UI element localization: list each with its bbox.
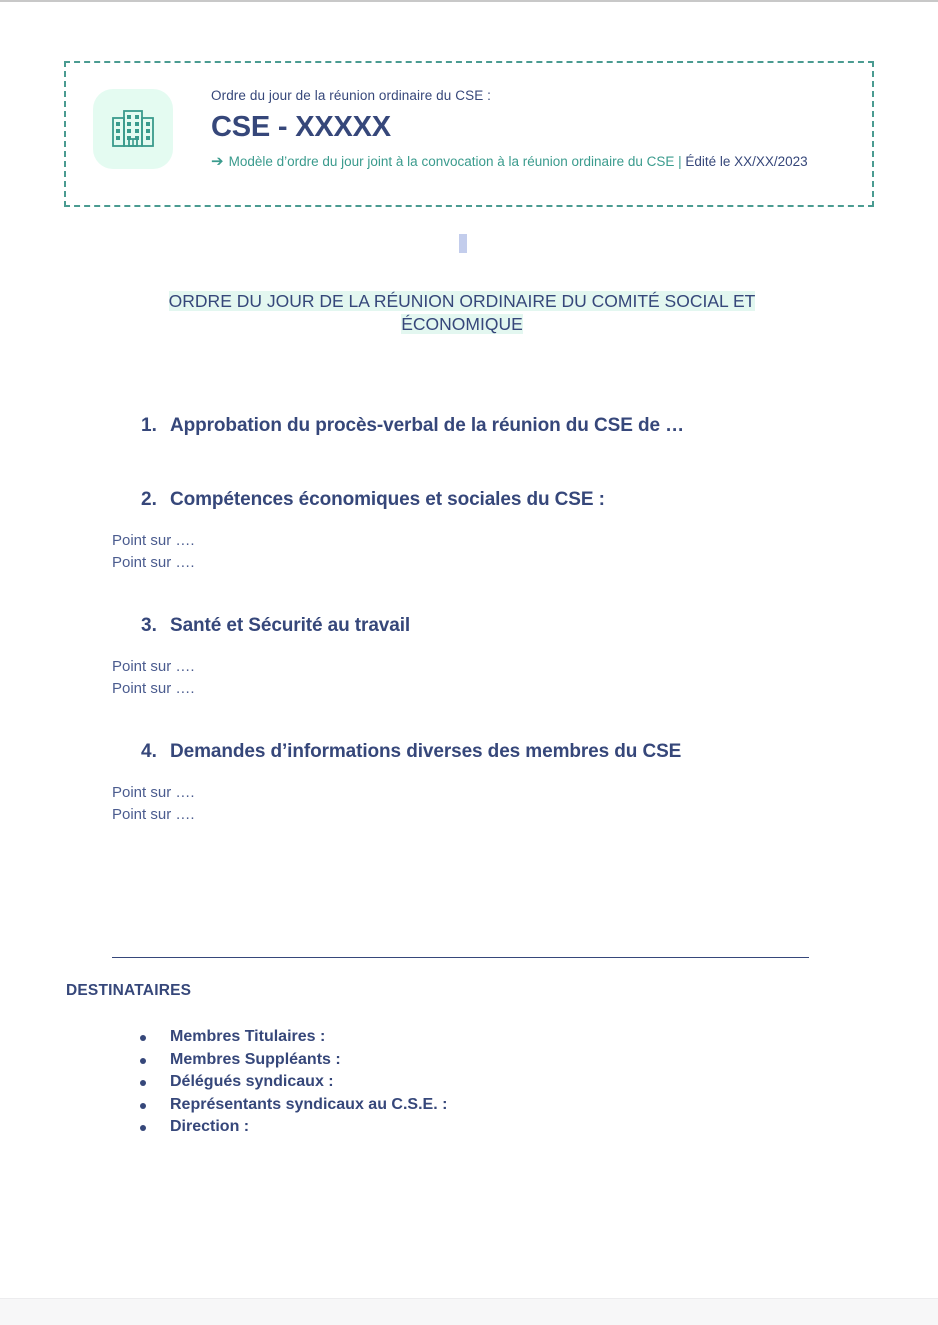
agenda-item [0, 738, 938, 766]
agenda-item-number: 2. [141, 489, 157, 510]
agenda-item-number: 4. [141, 741, 157, 762]
spacer [0, 700, 938, 738]
page-title [112, 290, 812, 336]
point-line: Point sur …. [112, 532, 195, 549]
list-item: Représentants syndicaux au C.S.E. : [0, 1094, 938, 1117]
header-eyebrow: Ordre du jour de la réunion ordinaire du CSE : [211, 88, 492, 103]
spacer [0, 640, 938, 656]
recipients-heading: DESTINATAIRES [66, 982, 192, 999]
page-title-text: ORDRE DU JOUR DE LA RÉUNION ORDINAIRE DU COMITÉ SOCIAL ET ÉCONOMIQUE [168, 291, 756, 334]
list-item: Direction : [0, 1116, 938, 1139]
point-line: Point sur …. [112, 806, 195, 823]
agenda-item-label: Santé et Sécurité au travail [170, 615, 411, 636]
agenda-item-label: Demandes d’informations diverses des membres du CSE [170, 741, 682, 762]
header-text-block [211, 85, 808, 173]
agenda-item-points [0, 782, 938, 826]
agenda-item [0, 486, 938, 514]
agenda-item-points [0, 656, 938, 700]
arrow-right-icon: ➔ [211, 153, 224, 170]
section-divider [112, 957, 809, 958]
agenda-item-label: Compétences économiques et sociales du CSE : [170, 489, 605, 510]
agenda-item-label: Approbation du procès-verbal de la réunion du CSE de … [170, 415, 684, 436]
document-header-card [64, 61, 874, 207]
header-title: CSE - XXXXX [211, 111, 391, 143]
list-item: Membres Suppléants : [0, 1049, 938, 1072]
spacer [0, 514, 938, 530]
header-subtitle-lead: Modèle d’ordre du jour joint à la convocation à la réunion ordinaire du CSE | [228, 154, 686, 169]
spacer [0, 766, 938, 782]
agenda-item [0, 612, 938, 640]
office-building-icon [93, 89, 173, 169]
point-line: Point sur …. [112, 658, 195, 675]
agenda-item-points [0, 530, 938, 574]
agenda-item-number: 1. [141, 415, 157, 436]
point-line: Point sur …. [112, 784, 195, 801]
list-item: Membres Titulaires : [0, 1026, 938, 1049]
agenda-item [0, 412, 938, 440]
agenda-item-number: 3. [141, 615, 157, 636]
spacer [0, 574, 938, 612]
list-item: Délégués syndicaux : [0, 1071, 938, 1094]
point-line: Point sur …. [112, 554, 195, 571]
header-subtitle-date: Édité le XX/XX/2023 [685, 154, 808, 169]
spacer [0, 440, 938, 486]
agenda-list [0, 412, 938, 826]
document-page [0, 2, 938, 1298]
point-line: Point sur …. [112, 680, 195, 697]
recipients-list [0, 1026, 938, 1139]
viewport-bottom-band [0, 1298, 938, 1325]
header-subtitle [211, 150, 808, 173]
text-caret-mark [459, 234, 467, 253]
